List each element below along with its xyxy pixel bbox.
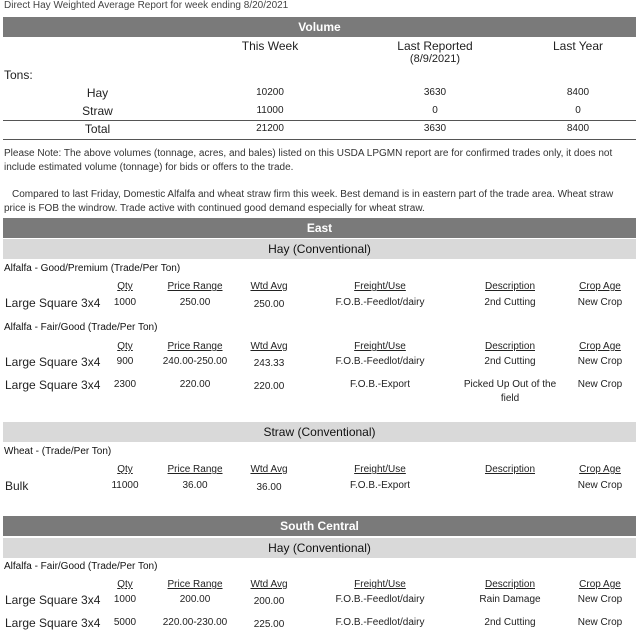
east-g2-r2-item: Large Square 3x4 (5, 378, 101, 392)
volume-row-straw-label: Straw (82, 104, 113, 118)
east-g3-r1-qty: 11000 (111, 480, 139, 491)
east-g3-r1-age: New Crop (577, 480, 623, 491)
sc-g1-r2-age: New Crop (577, 617, 623, 628)
east-g2-r1-avg: 243.33 (253, 358, 285, 369)
col-crop-age: Crop Age (579, 579, 621, 590)
volume-header: Volume (3, 17, 636, 37)
volume-hay-this-week: 10200 (256, 87, 284, 98)
east-g1-r1-price: 250.00 (179, 297, 211, 308)
col-crop-age: Crop Age (579, 464, 621, 475)
col-price-range: Price Range (167, 341, 223, 352)
east-hay-header: Hay (Conventional) (3, 239, 636, 259)
volume-total-divider-top (3, 120, 636, 121)
east-g1-r1-freight: F.O.B.-Feedlot/dairy (335, 297, 425, 308)
col-freight-use: Freight/Use (354, 341, 406, 352)
sc-g1-r2-avg: 225.00 (253, 619, 285, 630)
east-g3-r1-item: Bulk (5, 479, 29, 493)
south-central-hay-header: Hay (Conventional) (3, 538, 636, 558)
col-description: Description (484, 341, 536, 352)
sc-g1-r1-age: New Crop (577, 594, 623, 605)
col-last-reported-date: (8/9/2021) (409, 53, 461, 65)
volume-straw-this-week: 11000 (256, 105, 284, 116)
col-crop-age: Crop Age (579, 281, 621, 292)
col-freight-use: Freight/Use (354, 579, 406, 590)
sc-g1-r1-avg: 200.00 (253, 596, 285, 607)
col-last-year: Last Year (552, 39, 604, 53)
volume-note: Please Note: The above volumes (tonnage, acres, and bales) listed on this USDA LPGMN report are for confirmed trades only, it does not include estimated volume (tonnage) for bids or offers to the trade. (4, 148, 613, 173)
col-wtd-avg: Wtd Avg (250, 281, 288, 292)
east-g1-r1-item: Large Square 3x4 (5, 296, 101, 310)
col-this-week: This Week (241, 39, 299, 53)
east-g2-r2-age: New Crop (577, 379, 623, 390)
col-wtd-avg: Wtd Avg (250, 579, 288, 590)
col-qty: Qty (117, 281, 133, 292)
volume-straw-last-year: 0 (575, 105, 581, 116)
east-g3-r1-freight: F.O.B.-Export (349, 480, 410, 491)
sc-g1-r1-qty: 1000 (113, 594, 137, 605)
volume-straw-last-reported: 0 (432, 105, 438, 116)
sc-g1-r2-qty: 5000 (113, 617, 137, 628)
sc-g1-r1-price: 200.00 (179, 594, 211, 605)
east-g2-r2-price: 220.00 (179, 379, 211, 390)
east-group1-title: Alfalfa - Good/Premium (Trade/Per Ton) (4, 263, 181, 274)
col-qty: Qty (117, 464, 133, 475)
volume-row-total-label: Total (84, 122, 111, 136)
volume-total-last-year: 8400 (566, 123, 590, 134)
sc-g1-r1-freight: F.O.B.-Feedlot/dairy (335, 594, 425, 605)
sc-group1-title: Alfalfa - Fair/Good (Trade/Per Ton) (4, 561, 158, 572)
market-commentary: Compared to last Friday, Domestic Alfalfa and wheat straw firm this week. Best demand is in eastern part of the trade area. Wheat straw price is FOB the windrow. Trade active with continued good demand especially for wheat straw. (4, 189, 614, 214)
east-g3-r1-avg: 36.00 (256, 482, 282, 493)
east-g2-r1-desc: 2nd Cutting (484, 356, 536, 367)
sc-g1-r2-desc: 2nd Cutting (484, 617, 536, 628)
east-g2-r1-price: 240.00-250.00 (162, 356, 228, 367)
volume-hay-last-reported: 3630 (423, 87, 447, 98)
sc-g1-r2-freight: F.O.B.-Feedlot/dairy (335, 617, 425, 628)
col-crop-age: Crop Age (579, 341, 621, 352)
sc-g1-r1-item: Large Square 3x4 (5, 593, 101, 607)
region-east-header: East (3, 218, 636, 238)
east-g2-r2-desc: Picked Up Out of the (463, 379, 557, 390)
volume-hay-last-year: 8400 (566, 87, 590, 98)
report-title: Direct Hay Weighted Average Report for week ending 8/20/2021 (4, 0, 289, 11)
east-g1-r1-desc: 2nd Cutting (484, 297, 536, 308)
east-g3-r1-price: 36.00 (182, 480, 208, 491)
col-description: Description (484, 281, 536, 292)
col-description: Description (484, 464, 536, 475)
sc-g1-r1-desc: Rain Damage (479, 594, 541, 605)
col-qty: Qty (117, 579, 133, 590)
east-group3-title: Wheat - (Trade/Per Ton) (4, 446, 112, 457)
east-g2-r2-qty: 2300 (113, 379, 137, 390)
col-price-range: Price Range (167, 464, 223, 475)
east-g2-r2-freight: F.O.B.-Export (349, 379, 410, 390)
col-wtd-avg: Wtd Avg (250, 464, 288, 475)
sc-g1-r2-item: Large Square 3x4 (5, 616, 101, 630)
col-last-reported: Last Reported (397, 39, 473, 53)
col-description: Description (484, 579, 536, 590)
volume-total-last-reported: 3630 (423, 123, 447, 134)
east-g2-r2-desc-line2: field (500, 393, 520, 404)
volume-total-divider-bottom (3, 139, 636, 140)
east-g1-r1-avg: 250.00 (253, 299, 285, 310)
col-price-range: Price Range (167, 281, 223, 292)
east-g2-r1-qty: 900 (116, 356, 134, 367)
east-g2-r2-avg: 220.00 (253, 381, 285, 392)
east-group2-title: Alfalfa - Fair/Good (Trade/Per Ton) (4, 322, 158, 333)
volume-row-hay-label: Hay (86, 86, 109, 100)
col-freight-use: Freight/Use (354, 464, 406, 475)
east-g1-r1-age: New Crop (577, 297, 623, 308)
east-g2-r1-item: Large Square 3x4 (5, 355, 101, 369)
col-qty: Qty (117, 341, 133, 352)
east-g1-r1-qty: 1000 (113, 297, 137, 308)
tons-label: Tons: (4, 68, 33, 82)
col-price-range: Price Range (167, 579, 223, 590)
volume-total-this-week: 21200 (256, 123, 284, 134)
col-freight-use: Freight/Use (354, 281, 406, 292)
east-g2-r1-age: New Crop (577, 356, 623, 367)
east-g2-r1-freight: F.O.B.-Feedlot/dairy (335, 356, 425, 367)
sc-g1-r2-price: 220.00-230.00 (162, 617, 228, 628)
east-straw-header: Straw (Conventional) (3, 422, 636, 442)
region-south-central-header: South Central (3, 516, 636, 536)
col-wtd-avg: Wtd Avg (250, 341, 288, 352)
